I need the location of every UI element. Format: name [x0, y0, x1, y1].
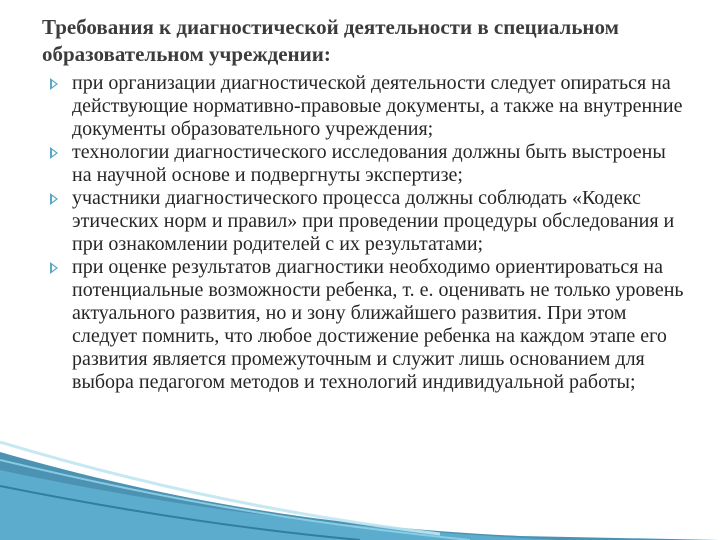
list-item — [48, 72, 688, 141]
slide-title: Требования к диагностической деятельности в специальном образовательном учреждении: — [42, 15, 619, 66]
bullet-list — [48, 72, 688, 394]
list-item — [48, 141, 688, 187]
triangle-bullet-icon — [50, 193, 58, 205]
list-item-text: при организации диагностической деятельности следует опираться на действующие нормативно-правовые документы, а также на внутренние документы образовательного учреждения; — [72, 72, 683, 140]
list-item-text: участники диагностического процесса должны соблюдать «Кодекс этических норм и правил» при проведении процедуры обследования и при ознакомлении родителей с их результатами; — [72, 187, 675, 255]
list-item — [48, 256, 688, 394]
triangle-bullet-icon — [50, 147, 58, 159]
decorative-wave — [0, 400, 720, 540]
triangle-bullet-icon — [50, 262, 58, 274]
list-item-text: при оценке результатов диагностики необходимо ориентироваться на потенциальные возможности ребенка, т. е. оценивать не только уровень актуального развития, но и зону ближайшего развития. При этом следует помнить, что любое достижение ребенка на каждом этапе его развития является промежуточным и служит лишь основанием для выбора педагогом методов и технологий индивидуальной работы; — [72, 256, 684, 393]
list-item — [48, 187, 688, 256]
list-item-text: технологии диагностического исследования должны быть выстроены на научной основе и подвергнуты экспертизе; — [72, 141, 666, 186]
triangle-bullet-icon — [50, 78, 58, 90]
